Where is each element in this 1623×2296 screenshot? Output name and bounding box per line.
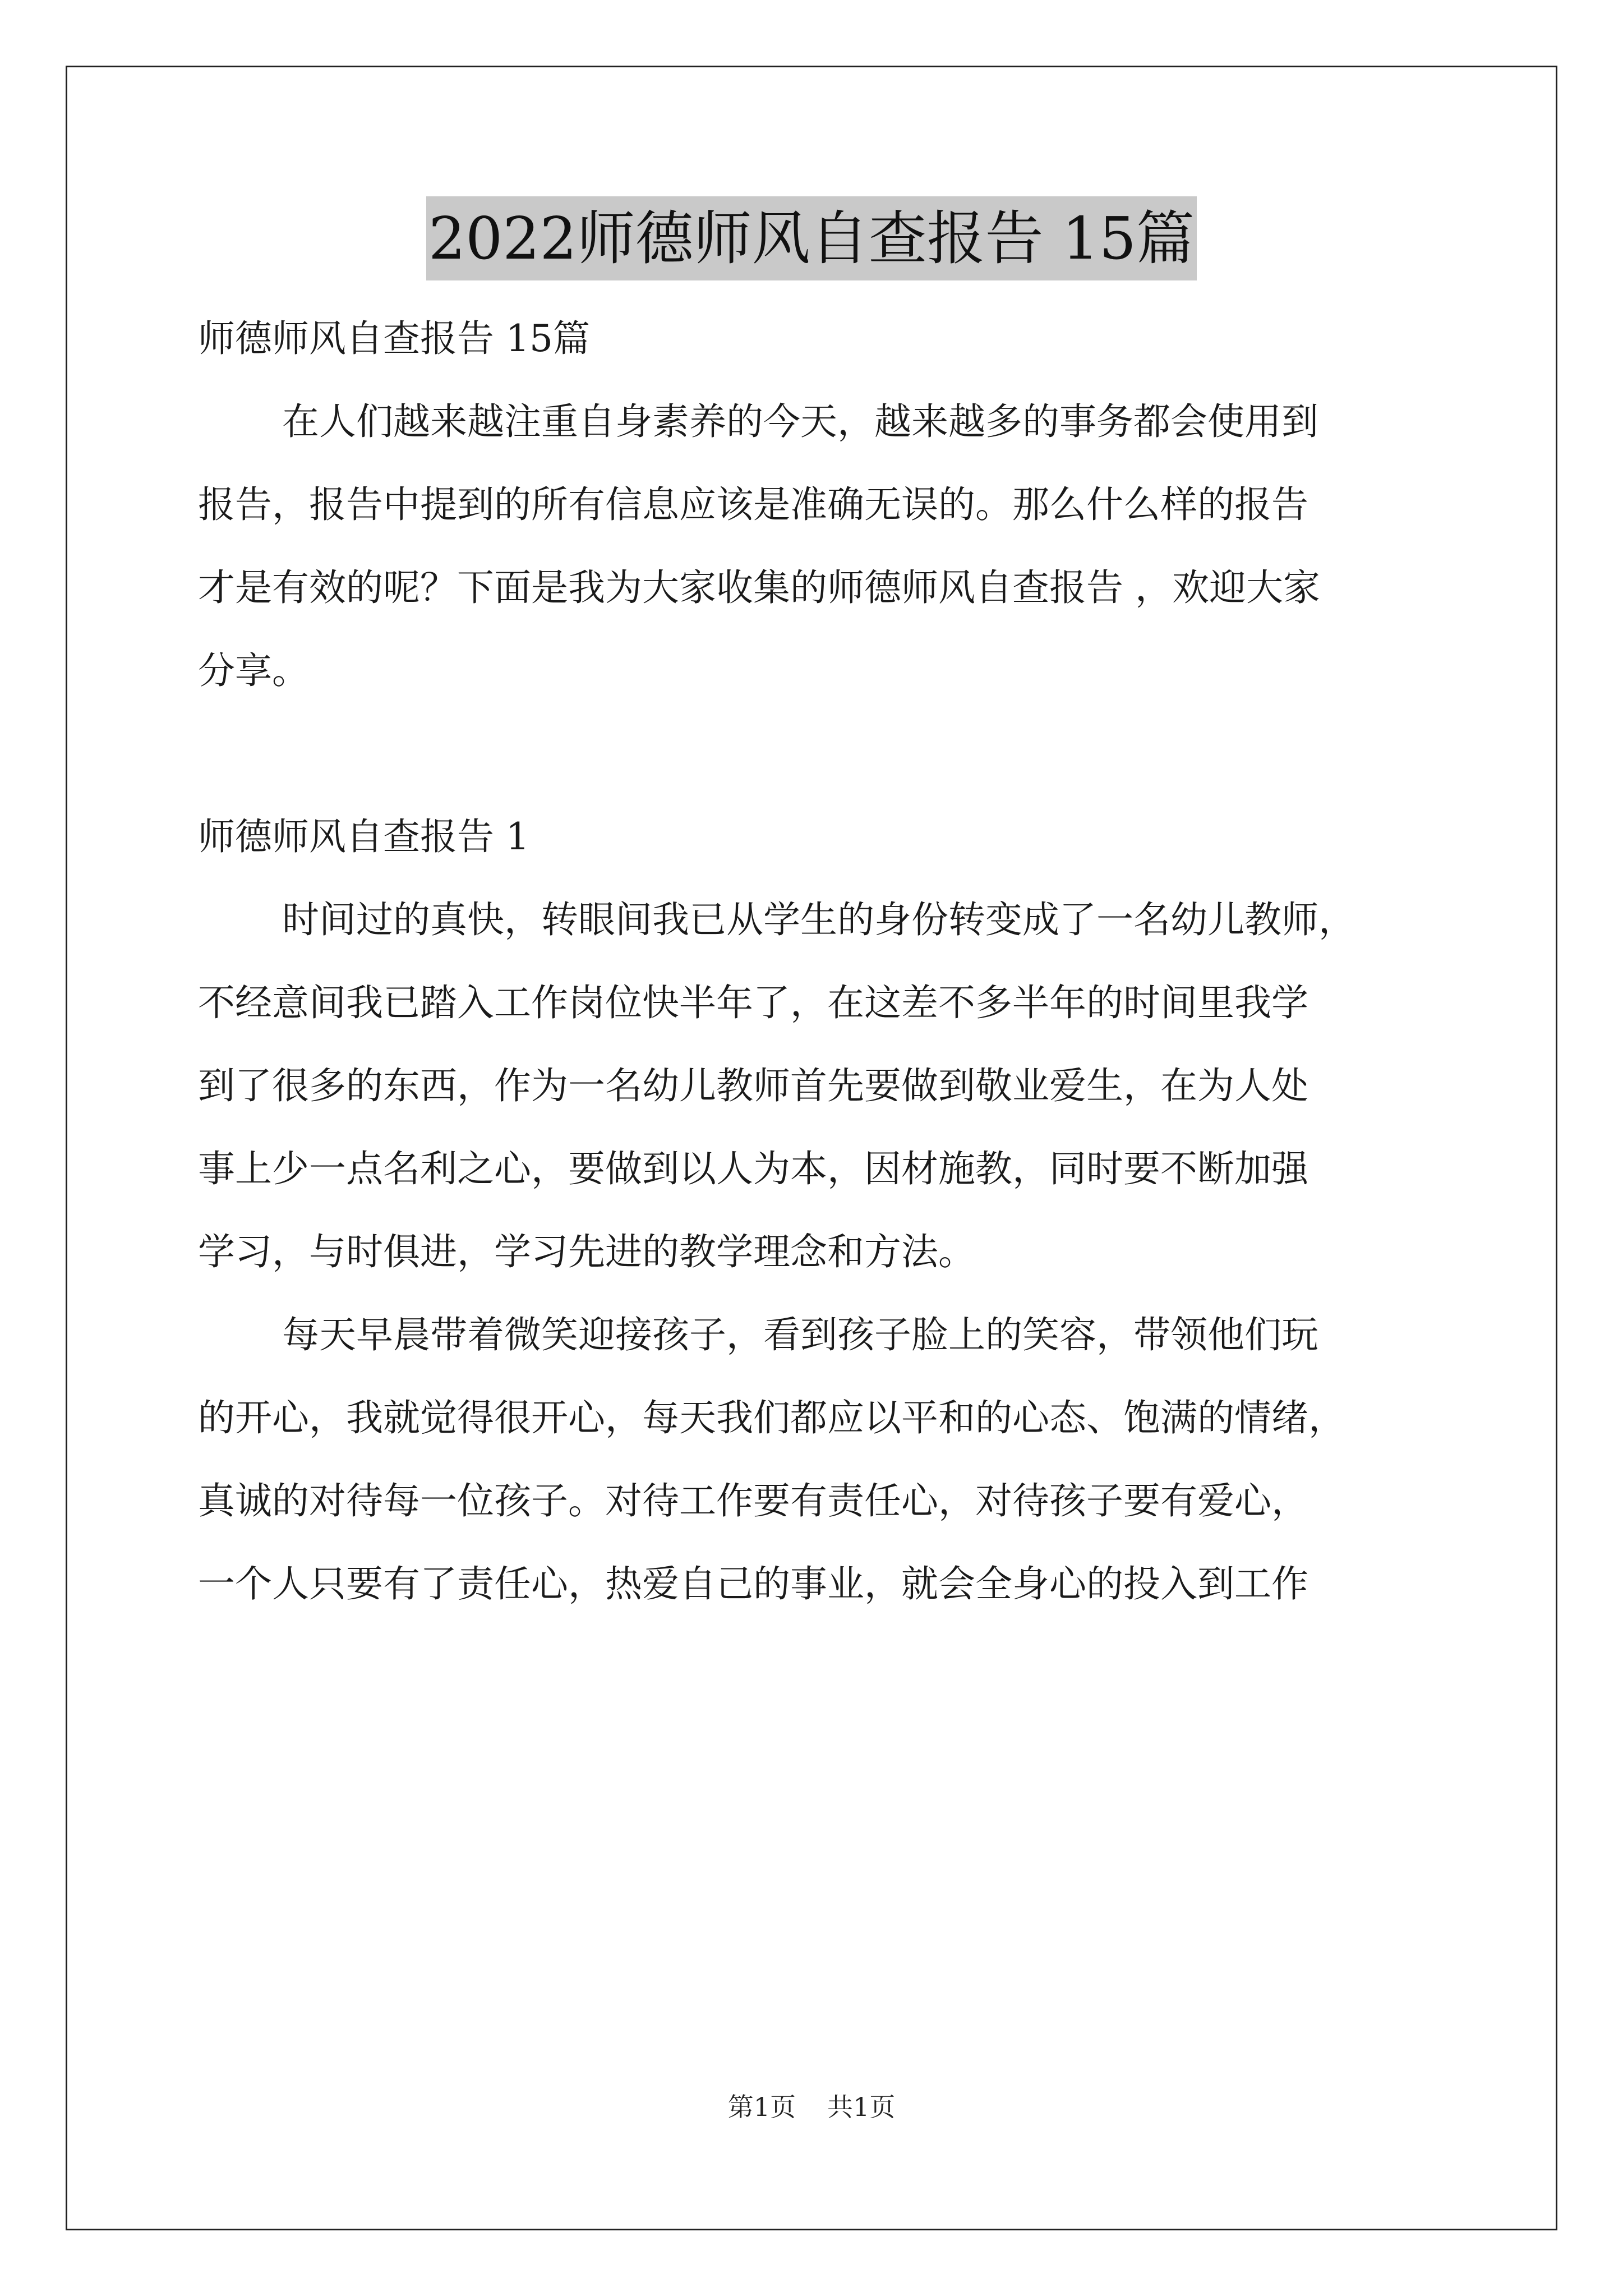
body-line: 时间过的真快，转眼间我已从学生的身份转变成了一名幼儿教师， — [282, 898, 1355, 941]
document-title: 2022师德师风自查报告 15篇 — [426, 196, 1197, 280]
title-wrap — [0, 196, 1623, 280]
body-line: 不经意间我已踏入工作岗位快半年了，在这差不多半年的时间里我学 — [198, 981, 1308, 1024]
body-line: 真诚的对待每一位孩子。对待工作要有责任心，对待孩子要有爱心， — [198, 1479, 1308, 1522]
body-line: 每天早晨带着微笑迎接孩子，看到孩子脸上的笑容，带领他们玩 — [282, 1313, 1318, 1356]
body-line: 学习，与时俱进，学习先进的教学理念和方法。 — [198, 1230, 975, 1273]
intro-line: 才是有效的呢？下面是我为大家收集的师德师风自查报告 ，欢迎大家 — [198, 566, 1320, 609]
body-line: 的开心，我就觉得很开心，每天我们都应以平和的心态、饱满的情绪， — [198, 1396, 1345, 1439]
page-total: 共1页 — [827, 2092, 896, 2122]
intro-line: 报告，报告中提到的所有信息应该是准确无误的。那么什么样的报告 — [198, 483, 1308, 526]
body-line: 事上少一点名利之心，要做到以人为本，因材施教，同时要不断加强 — [198, 1147, 1308, 1190]
page-footer — [0, 2087, 1623, 2124]
intro-line: 分享。 — [198, 649, 309, 692]
subtitle: 师德师风自查报告 15篇 — [198, 317, 590, 360]
paragraph-gap — [198, 712, 1432, 795]
body-line: 到了很多的东西，作为一名幼儿教师首先要做到敬业爱生，在为人处 — [198, 1064, 1308, 1107]
document-body — [198, 297, 1432, 1626]
section-heading: 师德师风自查报告 1 — [198, 815, 529, 858]
intro-line: 在人们越来越注重自身素养的今天，越来越多的事务都会使用到 — [282, 400, 1318, 443]
body-line: 一个人只要有了责任心，热爱自己的事业，就会全身心的投入到工作 — [198, 1562, 1308, 1605]
page-number: 第1页 — [727, 2092, 796, 2122]
